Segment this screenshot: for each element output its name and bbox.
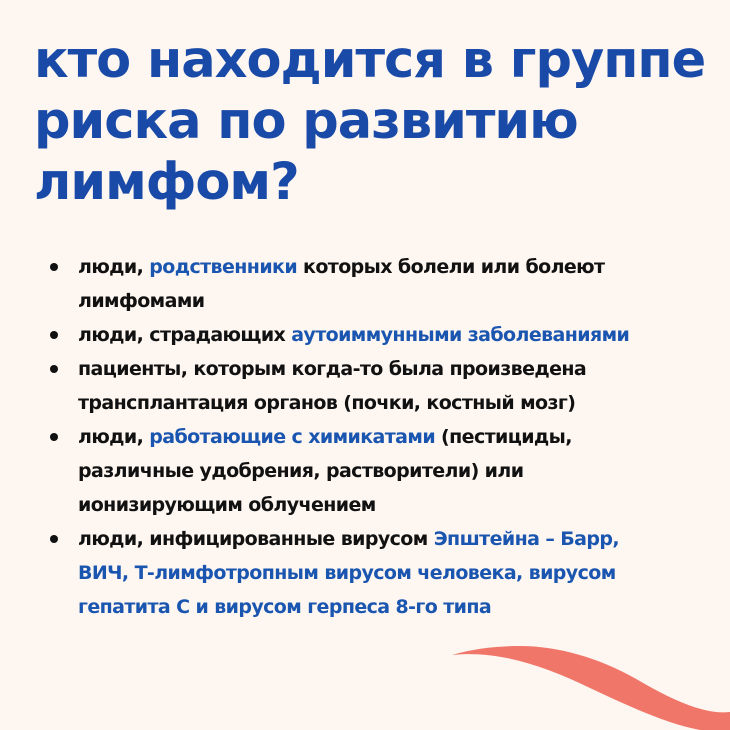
item-highlight-line: гепатита С и вирусом герпеса 8-го типа — [78, 596, 492, 618]
item-line: ионизирующим облучением — [78, 494, 376, 516]
item-text: люди, инфицированные вирусом — [78, 528, 434, 550]
title-line-2: риска по развитию — [34, 92, 578, 151]
item-line — [78, 522, 720, 556]
list-item — [48, 352, 720, 420]
item-line: лимфомами — [78, 290, 205, 312]
page-title — [34, 30, 714, 213]
item-line: трансплантация органов (почки, костный мозг) — [78, 392, 576, 414]
item-line — [78, 420, 720, 454]
item-line — [78, 318, 720, 352]
item-line — [78, 250, 720, 284]
list-item — [48, 318, 720, 352]
item-highlight: работающие с химикатами — [149, 426, 436, 448]
title-line-1: кто находится в группе — [34, 31, 706, 90]
item-line: различные удобрения, растворители) или — [78, 460, 524, 482]
item-line: пациенты, которым когда-то была произведена — [78, 358, 587, 380]
item-highlight: родственники — [149, 256, 298, 278]
list-item — [48, 522, 720, 624]
item-text: люди, страдающих — [78, 324, 292, 346]
item-text: которых болели или болеют — [297, 256, 605, 278]
item-text: люди, — [78, 426, 150, 448]
list-item — [48, 250, 720, 318]
list-item — [48, 420, 720, 522]
item-highlight: Эпштейна – Барр, — [433, 528, 619, 550]
title-line-3: лимфом? — [34, 153, 299, 212]
item-highlight: аутоиммунными заболеваниями — [291, 324, 630, 346]
item-text: (пестициды, — [435, 426, 572, 448]
item-highlight-line: ВИЧ, Т-лимфотропным вирусом человека, вирусом — [78, 562, 616, 584]
item-text: люди, — [78, 256, 150, 278]
risk-group-list — [48, 250, 720, 624]
